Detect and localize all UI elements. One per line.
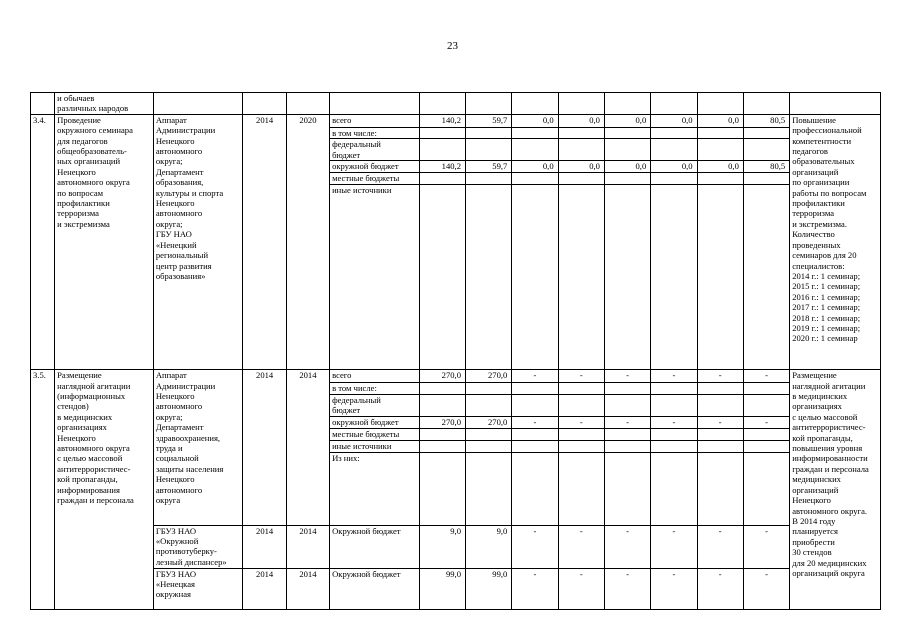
- row-title: Проведение окружного семинара для педагогов общеобразователь- ных организаций Ненецкого автономного округа по вопросам профилактики терроризма и экстремизма: [55, 114, 154, 369]
- funding-value: -: [743, 568, 789, 609]
- funding-value: -: [697, 370, 743, 383]
- funding-source-label: окружной бюджет: [330, 161, 420, 173]
- funding-value: -: [558, 370, 604, 383]
- funding-value: 0,0: [651, 161, 697, 173]
- funding-value: [697, 185, 743, 370]
- funding-value: -: [651, 525, 697, 568]
- funding-value: 0,0: [558, 161, 604, 173]
- funding-value: [743, 394, 789, 416]
- row-end-year: 2014: [286, 525, 329, 568]
- funding-value: [558, 452, 604, 525]
- funding-value: 0,0: [512, 161, 558, 173]
- row-executor: ГБУЗ НАО «Ненецкая окружная: [153, 568, 243, 609]
- funding-value: [651, 394, 697, 416]
- funding-value: 270,0: [466, 370, 512, 383]
- row-end-year: 2014: [286, 370, 329, 525]
- funding-value: [651, 440, 697, 452]
- funding-value: [743, 440, 789, 452]
- funding-value: [558, 127, 604, 138]
- funding-value: [512, 139, 558, 161]
- row-title: и обычаев различных народов: [55, 93, 154, 115]
- funding-value: [604, 127, 650, 138]
- funding-value: 9,0: [466, 525, 512, 568]
- funding-value: [512, 440, 558, 452]
- funding-value: [512, 185, 558, 370]
- funding-value: [743, 173, 789, 185]
- row-executor: Аппарат Администрации Ненецкого автономного округа; Департамент образования, культуры и спорта Ненецкого автономного округа; ГБУ НАО «Ненецкий региональный центр развития образования»: [153, 114, 243, 369]
- program-table: [30, 92, 881, 610]
- funding-value: [697, 173, 743, 185]
- funding-value: [512, 394, 558, 416]
- funding-value: -: [604, 416, 650, 428]
- funding-value: [558, 394, 604, 416]
- funding-source-label: окружной бюджет: [330, 416, 420, 428]
- funding-source-label: Окружной бюджет: [330, 525, 420, 568]
- funding-source-label: федеральный бюджет: [330, 394, 420, 416]
- funding-value: -: [512, 370, 558, 383]
- funding-value: [743, 185, 789, 370]
- funding-value: [558, 185, 604, 370]
- funding-value: [697, 452, 743, 525]
- funding-source-label: Окружной бюджет: [330, 568, 420, 609]
- funding-value: [743, 452, 789, 525]
- funding-value: [466, 173, 512, 185]
- funding-value: [697, 440, 743, 452]
- row-start-year: 2014: [243, 525, 286, 568]
- page-number: 23: [447, 40, 458, 52]
- funding-source-label: Из них:: [330, 452, 420, 525]
- funding-value: [558, 383, 604, 394]
- funding-value: 80,5: [743, 114, 789, 127]
- funding-value: 80,5: [743, 161, 789, 173]
- funding-value: -: [651, 568, 697, 609]
- funding-source-label: всего: [330, 370, 420, 383]
- funding-value: 99,0: [419, 568, 465, 609]
- row-start-year: 2014: [243, 114, 286, 369]
- funding-value: [697, 139, 743, 161]
- funding-value: [466, 139, 512, 161]
- funding-value: [466, 440, 512, 452]
- funding-value: [419, 428, 465, 440]
- funding-value: -: [512, 525, 558, 568]
- funding-source-label: всего: [330, 114, 420, 127]
- table-row: [31, 525, 881, 568]
- funding-value: 140,2: [419, 114, 465, 127]
- funding-value: [512, 173, 558, 185]
- funding-value: [512, 452, 558, 525]
- funding-value: -: [558, 416, 604, 428]
- funding-value: [604, 383, 650, 394]
- table-row: [31, 568, 881, 609]
- funding-value: [604, 173, 650, 185]
- funding-value: 0,0: [558, 114, 604, 127]
- funding-value: [651, 173, 697, 185]
- funding-value: [419, 127, 465, 138]
- row-result: Повышение профессиональной компетентности педагогов образовательных организаций по организации работы по вопросам профилактики терроризма и экстремизма. Количество проведенных семинаров для 20 специалистов: 2014 г.: 1 семинар; 2015 г.: 1 семинар; 2016 г.: 1 семинар; 2017 г.: 1 семинар; 2018 г.: 1 семинар; 2019 г.: 1 семинар; 2020 г.: 1 семинар: [790, 114, 881, 369]
- row-number: 3.4.: [31, 114, 55, 369]
- funding-value: [651, 185, 697, 370]
- row-start-year: 2014: [243, 568, 286, 609]
- row-end-year: 2014: [286, 568, 329, 609]
- funding-value: -: [558, 568, 604, 609]
- funding-value: [419, 173, 465, 185]
- funding-value: 0,0: [697, 161, 743, 173]
- funding-value: 0,0: [604, 114, 650, 127]
- funding-value: [697, 127, 743, 138]
- funding-value: [697, 394, 743, 416]
- funding-value: [604, 139, 650, 161]
- funding-value: -: [743, 370, 789, 383]
- funding-value: [743, 428, 789, 440]
- funding-value: -: [697, 568, 743, 609]
- funding-value: 9,0: [419, 525, 465, 568]
- row-start-year: 2014: [243, 370, 286, 525]
- funding-value: -: [558, 525, 604, 568]
- funding-value: 0,0: [512, 114, 558, 127]
- funding-value: -: [743, 416, 789, 428]
- funding-value: [419, 440, 465, 452]
- funding-value: [651, 139, 697, 161]
- table-row: [31, 93, 881, 115]
- funding-value: [558, 173, 604, 185]
- funding-source-label: местные бюджеты: [330, 428, 420, 440]
- funding-value: [512, 428, 558, 440]
- funding-value: 270,0: [419, 416, 465, 428]
- table-row: [31, 370, 881, 383]
- funding-value: [651, 383, 697, 394]
- funding-value: 270,0: [419, 370, 465, 383]
- funding-value: -: [512, 568, 558, 609]
- funding-value: [558, 428, 604, 440]
- funding-value: -: [651, 370, 697, 383]
- funding-value: [466, 185, 512, 370]
- funding-value: [604, 185, 650, 370]
- funding-value: [697, 383, 743, 394]
- funding-value: [604, 452, 650, 525]
- funding-value: -: [604, 568, 650, 609]
- row-executor: ГБУЗ НАО «Окружной противотуберку- лезный диспансер»: [153, 525, 243, 568]
- funding-value: -: [651, 416, 697, 428]
- funding-value: [558, 139, 604, 161]
- funding-value: 59,7: [466, 114, 512, 127]
- funding-value: [604, 428, 650, 440]
- funding-value: [466, 383, 512, 394]
- funding-value: [512, 127, 558, 138]
- funding-source-label: федеральный бюджет: [330, 139, 420, 161]
- funding-value: 270,0: [466, 416, 512, 428]
- funding-value: [466, 428, 512, 440]
- funding-value: [419, 452, 465, 525]
- row-title: Размещение наглядной агитации (информационных стендов) в медицинских организациях Ненецкого автономного округа с целью массовой антитеррористичес- кой пропаганды, информирования граждан и персонала: [55, 370, 154, 609]
- funding-source-label: в том числе:: [330, 127, 420, 138]
- funding-value: -: [604, 370, 650, 383]
- row-end-year: 2020: [286, 114, 329, 369]
- funding-value: [466, 394, 512, 416]
- funding-value: [466, 127, 512, 138]
- funding-source-label: местные бюджеты: [330, 173, 420, 185]
- funding-value: [419, 383, 465, 394]
- funding-source-label: иные источники: [330, 440, 420, 452]
- funding-value: 0,0: [604, 161, 650, 173]
- funding-value: [604, 394, 650, 416]
- funding-value: [743, 139, 789, 161]
- funding-source-label: в том числе:: [330, 383, 420, 394]
- funding-value: [419, 185, 465, 370]
- funding-value: 99,0: [466, 568, 512, 609]
- funding-value: -: [697, 525, 743, 568]
- funding-value: [651, 452, 697, 525]
- funding-value: 140,2: [419, 161, 465, 173]
- row-number: 3.5.: [31, 370, 55, 609]
- funding-value: -: [604, 525, 650, 568]
- funding-value: [558, 440, 604, 452]
- funding-value: 0,0: [697, 114, 743, 127]
- funding-source-label: иные источники: [330, 185, 420, 370]
- row-executor: Аппарат Администрации Ненецкого автономного округа; Департамент здравоохранения, труда и социальной защиты населения Ненецкого автономного округа: [153, 370, 243, 525]
- table-row: [31, 114, 881, 127]
- funding-value: [743, 127, 789, 138]
- funding-value: [512, 383, 558, 394]
- funding-value: [419, 394, 465, 416]
- funding-value: [419, 139, 465, 161]
- funding-value: [697, 428, 743, 440]
- row-result: Размещение наглядной агитации в медицинских организациях с целью массовой антитеррористичес- кой пропаганды, повышения уровня информированности граждан и персонала медицинских организаций Ненецкого автономного округа. В 2014 году планируется приобрести 30 стендов для 20 медицинских организаций округа: [790, 370, 881, 609]
- funding-value: [651, 127, 697, 138]
- funding-value: [743, 383, 789, 394]
- funding-value: [651, 428, 697, 440]
- funding-value: [604, 440, 650, 452]
- funding-value: -: [512, 416, 558, 428]
- funding-value: -: [697, 416, 743, 428]
- funding-value: -: [743, 525, 789, 568]
- funding-value: 59,7: [466, 161, 512, 173]
- funding-value: 0,0: [651, 114, 697, 127]
- funding-value: [466, 452, 512, 525]
